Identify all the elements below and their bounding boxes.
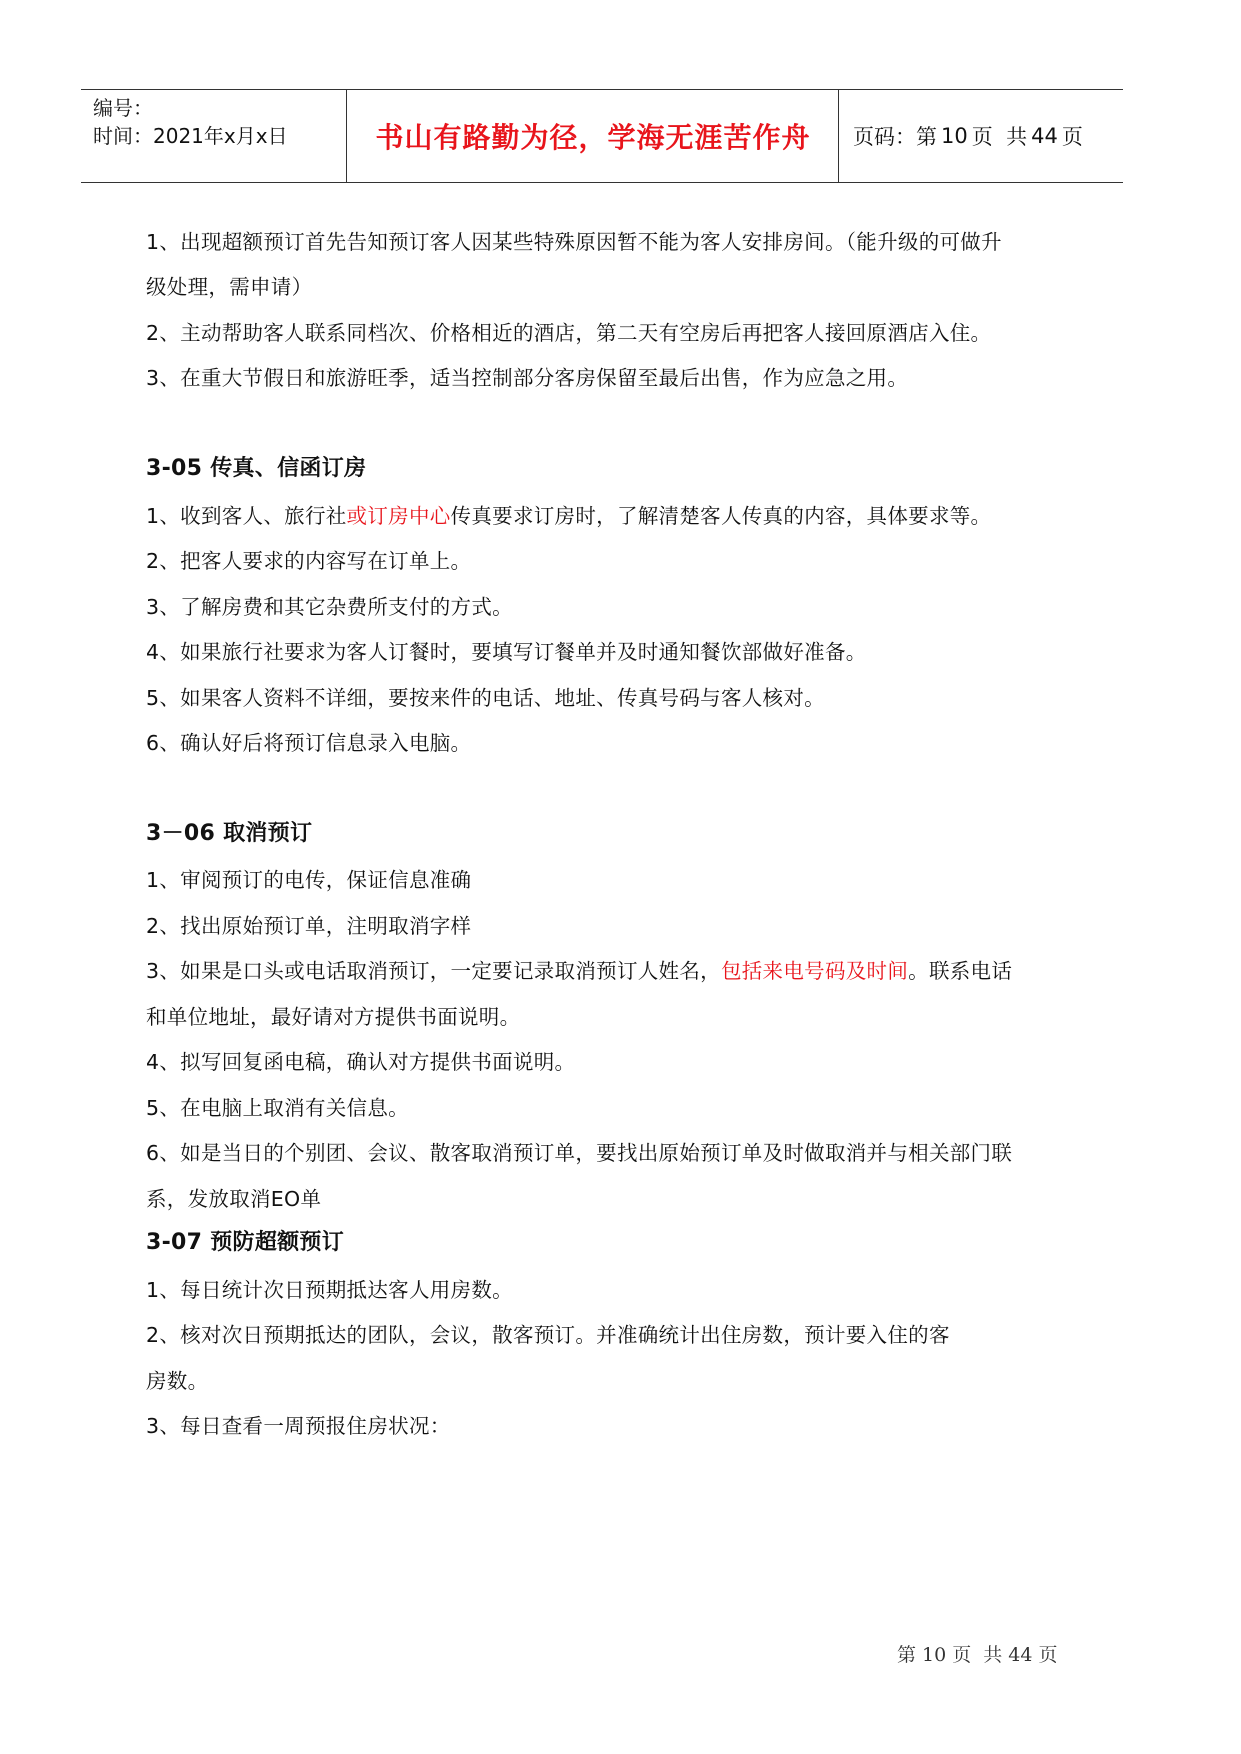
paragraph [146, 957, 1012, 985]
footer-suffix: 页 [1038, 1644, 1058, 1666]
paragraph: 2、找出原始预订单，注明取消字样 [146, 914, 472, 938]
footer-total: 44 [1008, 1644, 1033, 1666]
page-current: 10 [941, 123, 968, 148]
text-run: 。联系电话 [908, 959, 1013, 983]
paragraph: 1、出现超额预订首先告知预订客人因某些特殊原因暂不能为客人安排房间。（能升级的可做升 [146, 230, 1002, 254]
paragraph: 系，发放取消EO单 [146, 1187, 322, 1211]
footer-current: 10 [922, 1644, 947, 1666]
page-total: 44 [1031, 123, 1058, 148]
page-end: 页 [1061, 124, 1083, 149]
header-motto: 书山有路勤为径，学海无涯苦作舟 [375, 120, 811, 154]
doc-time-label: 时间：2021年x月x日 [93, 124, 288, 148]
paragraph: 6、如是当日的个别团、会议、散客取消预订单，要找出原始预订单及时做取消并与相关部门联 [146, 1141, 1013, 1165]
section-heading: 3-05 传真、信函订房 [146, 456, 367, 481]
paragraph: 6、确认好后将预订信息录入电脑。 [146, 731, 472, 755]
doc-number-label: 编号： [93, 96, 153, 120]
section-heading: 3-07 预防超额预订 [146, 1230, 345, 1255]
header-divider [346, 90, 347, 182]
highlight-text: 包括来电号码及时间 [720, 959, 909, 983]
paragraph: 1、审阅预订的电传，保证信息准确 [146, 868, 472, 892]
paragraph: 2、把客人要求的内容写在订单上。 [146, 549, 472, 573]
text-run: 传真要求订房时，了解清楚客人传真的内容，具体要求等。 [450, 504, 992, 528]
page-label: 页码：第 [853, 124, 937, 149]
header-table [81, 89, 1123, 183]
footer-mid: 页 共 [952, 1644, 1003, 1666]
paragraph: 5、如果客人资料不详细，要按来件的电话、地址、传真号码与客人核对。 [146, 686, 825, 710]
paragraph: 3、在重大节假日和旅游旺季，适当控制部分客房保留至最后出售，作为应急之用。 [146, 366, 909, 390]
page-mid: 页 共 [971, 124, 1028, 149]
section-heading: 3－06 取消预订 [146, 821, 313, 846]
text-run: 1、收到客人、旅行社 [146, 504, 347, 528]
highlight-text: 或订房中心 [346, 504, 451, 528]
paragraph: 3、了解房费和其它杂费所支付的方式。 [146, 595, 513, 619]
paragraph: 和单位地址，最好请对方提供书面说明。 [146, 1005, 521, 1029]
paragraph: 2、核对次日预期抵达的团队，会议，散客预订。并准确统计出住房数，预计要入住的客 [146, 1323, 950, 1347]
text-run: 3、如果是口头或电话取消预订，一定要记录取消预订人姓名， [146, 959, 721, 983]
paragraph: 房数。 [146, 1369, 209, 1393]
header-divider [838, 90, 839, 182]
paragraph [146, 502, 991, 530]
page-footer [897, 1640, 1064, 1667]
header-page-info [853, 90, 1083, 181]
paragraph: 级处理，需申请） [146, 275, 313, 299]
header-meta [93, 94, 288, 150]
paragraph: 4、如果旅行社要求为客人订餐时，要填写订餐单并及时通知餐饮部做好准备。 [146, 640, 867, 664]
paragraph: 2、主动帮助客人联系同档次、价格相近的酒店，第二天有空房后再把客人接回原酒店入住。 [146, 321, 992, 345]
paragraph: 4、拟写回复函电稿，确认对方提供书面说明。 [146, 1050, 576, 1074]
footer-prefix: 第 [897, 1644, 917, 1666]
paragraph: 1、每日统计次日预期抵达客人用房数。 [146, 1278, 513, 1302]
paragraph: 5、在电脑上取消有关信息。 [146, 1096, 409, 1120]
paragraph: 3、每日查看一周预报住房状况： [146, 1414, 451, 1438]
